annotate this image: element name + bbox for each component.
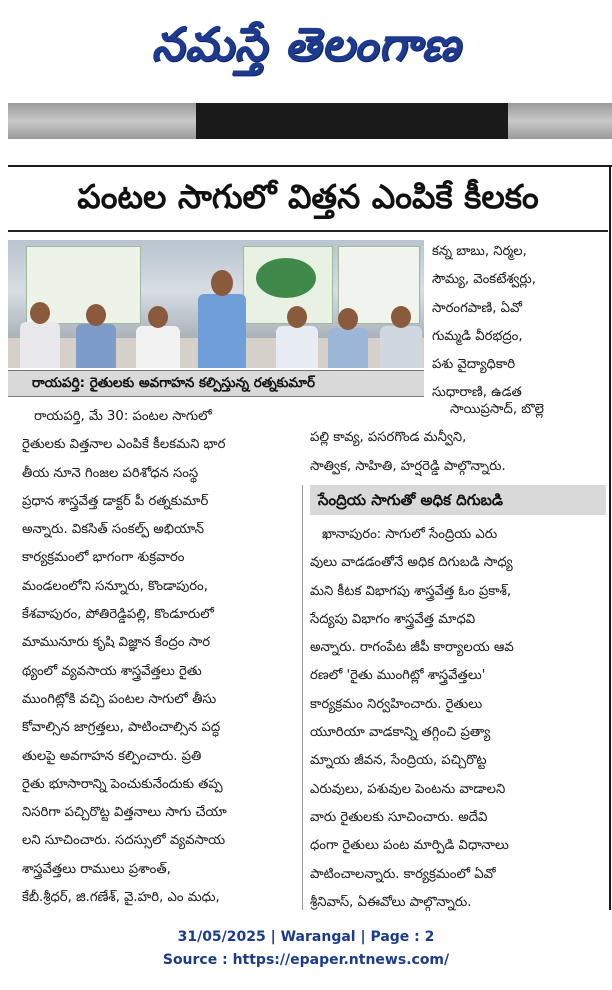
article-subheading: సేంద్రియ సాగుతో అధిక దిగుబడి xyxy=(310,485,606,515)
article-photo xyxy=(8,240,424,368)
photo-person xyxy=(136,326,180,368)
text-line: ఖానాపురం: సాగులో సేంద్రియ ఎరు xyxy=(322,527,498,542)
text-line: సారంగపాణి, ఏవో xyxy=(432,300,523,316)
footer-source-link[interactable]: Source : https://epaper.ntnews.com/ xyxy=(162,952,450,968)
text-line: రాయపర్తి, మే 30: పంటల సాగులో xyxy=(34,409,212,424)
text-line: కేబీ.శ్రీధర్, జి.గణేశ్, వై.హరి, ఎం మధు, xyxy=(22,890,220,906)
text-line: పశు వైద్యాధికారి xyxy=(432,357,516,373)
text-line: ధంగా రైతులు పంట మార్పిడి విధానాలు xyxy=(310,838,509,854)
footer-date-edition: 31/05/2025 | Warangal | Page : 2 xyxy=(177,929,435,945)
text-line: సేద్యపు విభాగం శాస్త్రవేత్త మాధవి xyxy=(310,611,476,627)
photo-speaker xyxy=(198,294,246,368)
masthead xyxy=(0,0,612,100)
photo-person-head xyxy=(287,306,307,328)
text-line: మామునూరు కృషి విజ్ఞాన కేంద్రం సార xyxy=(22,635,211,651)
text-line: మని కీటక విభాగపు శాస్త్రవేత్త ఓం ప్రకాశ్, xyxy=(310,583,512,599)
photo-person-head xyxy=(338,308,358,330)
photo-person xyxy=(76,324,116,368)
photo-caption: రాయపర్తి: రైతులకు అవగాహన కల్పిస్తున్న రత్నకుమార్ xyxy=(8,370,424,397)
text-line: సాత్విక, సాహితి, హర్షరెడ్డి పాల్గొన్నారు. xyxy=(310,458,506,474)
header-band xyxy=(8,103,612,139)
photo-person xyxy=(328,328,368,368)
text-line: యూరియా వాడకాన్ని తగ్గించి ప్రత్యా xyxy=(310,725,491,741)
newspaper-logo: నమస్తే తెలంగాణ xyxy=(151,17,461,71)
text-line: కన్న బాబు, నిర్మల, xyxy=(432,244,527,259)
text-line: రైతు భూసారాన్ని పెంచుకునేందుకు తప్ప xyxy=(22,776,223,792)
text-line: పాటించాలన్నారు. కార్యక్రమంలో ఏవో xyxy=(310,866,496,882)
text-line: లని సూచించారు. సదస్సులో వ్యవసాయ xyxy=(22,833,226,849)
text-line: ముంగిట్లోకి వచ్చి పంటల సాగులో తీసు xyxy=(22,691,217,707)
photo-person xyxy=(20,322,60,368)
article-column-right-bottom xyxy=(310,521,606,917)
text-line: గుమ్మడి వీరభద్రం, xyxy=(432,328,523,344)
photo-person xyxy=(380,326,422,368)
article-column-right-top xyxy=(432,238,608,408)
text-line: మండలంలోని సన్నూరు, కొండాపురం, xyxy=(22,578,208,594)
text-line: ఎరువులు, పశువుల పెంటను వాడాలని xyxy=(310,781,506,797)
text-line: కోవాల్సిన జాగ్రత్తలు, పాటించాల్సిన పద్ధ xyxy=(22,720,221,736)
text-line: వారు రైతులకు సూచించారు. అదేవి xyxy=(310,809,488,825)
text-line: పల్లి కావ్య, పసరగొండ మన్వీని, xyxy=(310,430,467,446)
photo-speaker-head xyxy=(211,270,233,296)
text-line: సుధారాణి, ఉడత xyxy=(432,385,522,401)
text-line: తీయ నూనె గింజల పరిశోధన సంస్థ xyxy=(22,465,199,481)
text-line: శాస్త్రవేత్తలు రాములు ప్రశాంత్, xyxy=(22,861,171,877)
text-line: నిసరిగా పచ్చిరొట్ట విత్తనాలు సాగు చేయా xyxy=(22,805,227,821)
text-line: కేశవాపురం, పోతిరెడ్డిపల్లి, కొండూరులో xyxy=(22,607,214,623)
text-line: వులు వాడడంతోనే అధిక దిగుబడి సాధ్య xyxy=(310,555,513,571)
text-line: కార్యక్రమంలో భాగంగా శుక్రవారం xyxy=(22,550,185,566)
text-line: అన్నారు. రాగంపేట జీపీ కార్యాలయ ఆవ xyxy=(310,640,514,656)
text-line: మ్నాయ జీవన, సేంద్రియ, పచ్చిరొట్ట xyxy=(310,753,487,769)
text-line: ప్రధాన శాస్త్రవేత్త డాక్టర్ పీ రత్నకుమార్ xyxy=(22,493,209,509)
tree-illustration xyxy=(256,258,316,298)
column-divider xyxy=(302,485,303,910)
text-line: థ్యంలో వ్యవసాయ శాస్త్రవేత్తలు రైతు xyxy=(22,663,202,679)
article-border-right xyxy=(609,165,611,910)
photo-person-head xyxy=(148,306,168,328)
article-headline: పంటల సాగులో విత్తన ఎంపికే కీలకం xyxy=(8,170,608,232)
text-line: కార్యక్రమం నిర్వహించారు. రైతులు xyxy=(310,696,483,712)
text-line: రణలో 'రైతు ముంగిట్లో శాస్త్రవేత్తలు' xyxy=(310,668,486,684)
text-line: రైతులకు విత్తనాల ఎంపికే కీలకమని భార xyxy=(22,437,226,453)
photo-person-head xyxy=(391,306,411,328)
text-line: అన్నారు. వికసిత్ సంకల్ప్ అభియాన్ xyxy=(22,522,204,538)
article-border-top xyxy=(8,165,612,167)
text-line: సౌమ్య, వెంకటేశ్వర్లు, xyxy=(432,272,536,288)
header-band-dark xyxy=(196,103,508,139)
text-line: సాయిప్రసాద్, బొల్లె xyxy=(450,402,544,417)
photo-person xyxy=(276,326,318,368)
photo-person-head xyxy=(30,302,50,324)
text-line: తులపై అవగాహన కల్పించారు. ప్రతి xyxy=(22,748,202,764)
photo-person-head xyxy=(86,304,106,326)
text-line: శ్రీనివాస్, ఏఈవోలు పాల్గొన్నారు. xyxy=(310,894,472,910)
